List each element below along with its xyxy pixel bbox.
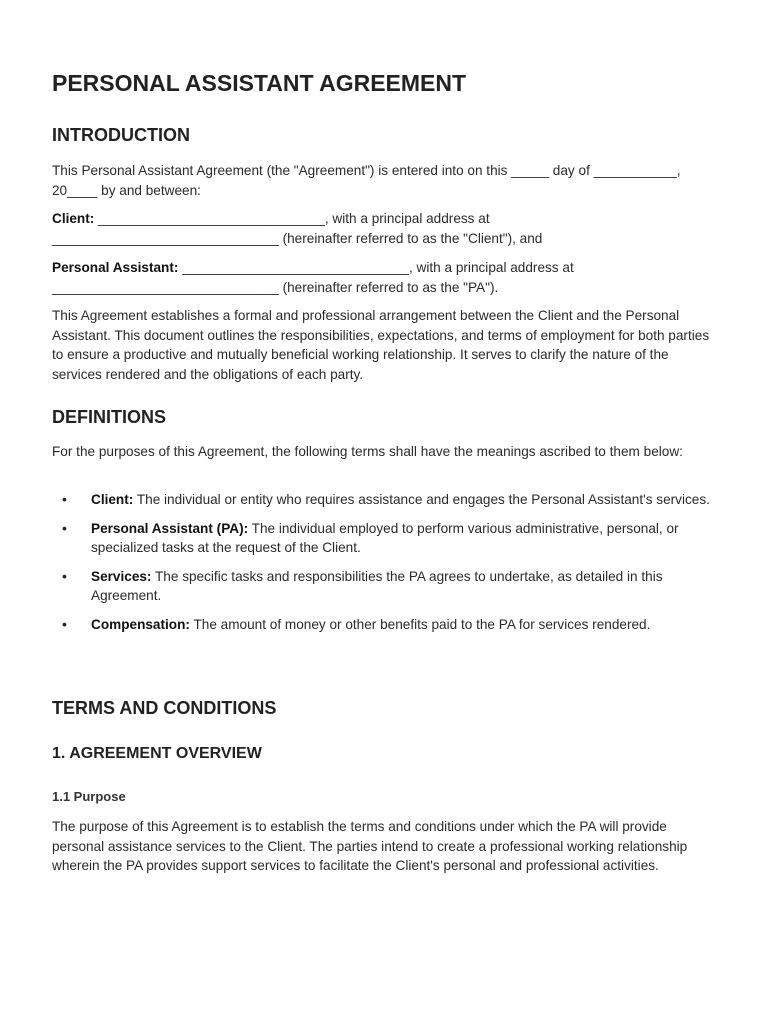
purpose-subheading: 1.1 Purpose	[52, 789, 126, 804]
definition-text: The individual employed to perform various administrative, personal, or specialized tasks at the request of the Client.	[91, 520, 679, 556]
introduction-purpose-paragraph: This Agreement establishes a formal and professional arrangement between the Client and the Personal Assistant. This document outlines the responsibilities, expectations, and terms of employment for both parties to ensure a productive and mutually beneficial working relationship. It serves to clarify the nature of the services rendered and the obligations of each party.	[52, 308, 710, 382]
definition-item-personal-assistant	[52, 519, 722, 558]
definition-text: The individual or entity who requires assistance and engages the Personal Assistant's services.	[133, 492, 710, 507]
bullet-icon: •	[62, 491, 67, 507]
definition-item-client	[52, 490, 722, 510]
definition-term: Services:	[91, 568, 152, 584]
introduction-heading: INTRODUCTION	[52, 125, 190, 145]
definition-item-services	[52, 567, 722, 606]
definition-item-compensation	[52, 615, 722, 635]
client-party-paragraph	[52, 209, 717, 248]
bullet-icon: •	[62, 615, 67, 632]
client-label: Client:	[52, 211, 95, 226]
definition-text: The amount of money or other benefits paid to the PA for services rendered.	[189, 616, 651, 632]
introduction-opening: This Personal Assistant Agreement (the "Agreement") is entered into on this _____ day of ___________, 20____ by and between:	[52, 163, 681, 198]
definitions-list	[52, 490, 722, 644]
bullet-icon: •	[62, 567, 67, 584]
definition-term: Personal Assistant (PA):	[91, 520, 249, 536]
pa-party-text: ______________________________, with a principal address at ______________________________ (hereinafter referred to as the "PA").	[52, 260, 574, 295]
definition-term: Client:	[91, 492, 134, 507]
client-party-text: ______________________________, with a principal address at ______________________________ (hereinafter referred to as the "Client"), and	[52, 211, 543, 246]
terms-heading: TERMS AND CONDITIONS	[52, 698, 277, 718]
pa-party-paragraph	[52, 258, 717, 297]
pa-label: Personal Assistant:	[52, 260, 179, 275]
definitions-intro: For the purposes of this Agreement, the following terms shall have the meanings ascribed to them below:	[52, 444, 683, 459]
document-title: PERSONAL ASSISTANT AGREEMENT	[52, 70, 467, 96]
agreement-overview-heading: 1. AGREEMENT OVERVIEW	[52, 745, 262, 762]
purpose-paragraph: The purpose of this Agreement is to establish the terms and conditions under which the PA will provide personal assistance services to the Client. The parties intend to create a professional working relationship wherein the PA provides support services to facilitate the Client's personal and professional activities.	[52, 819, 688, 874]
definition-term: Compensation:	[91, 616, 190, 632]
bullet-icon: •	[62, 519, 67, 536]
definition-text: The specific tasks and responsibilities the PA agrees to undertake, as detailed in this Agreement.	[91, 568, 663, 604]
definitions-heading: DEFINITIONS	[52, 407, 167, 427]
